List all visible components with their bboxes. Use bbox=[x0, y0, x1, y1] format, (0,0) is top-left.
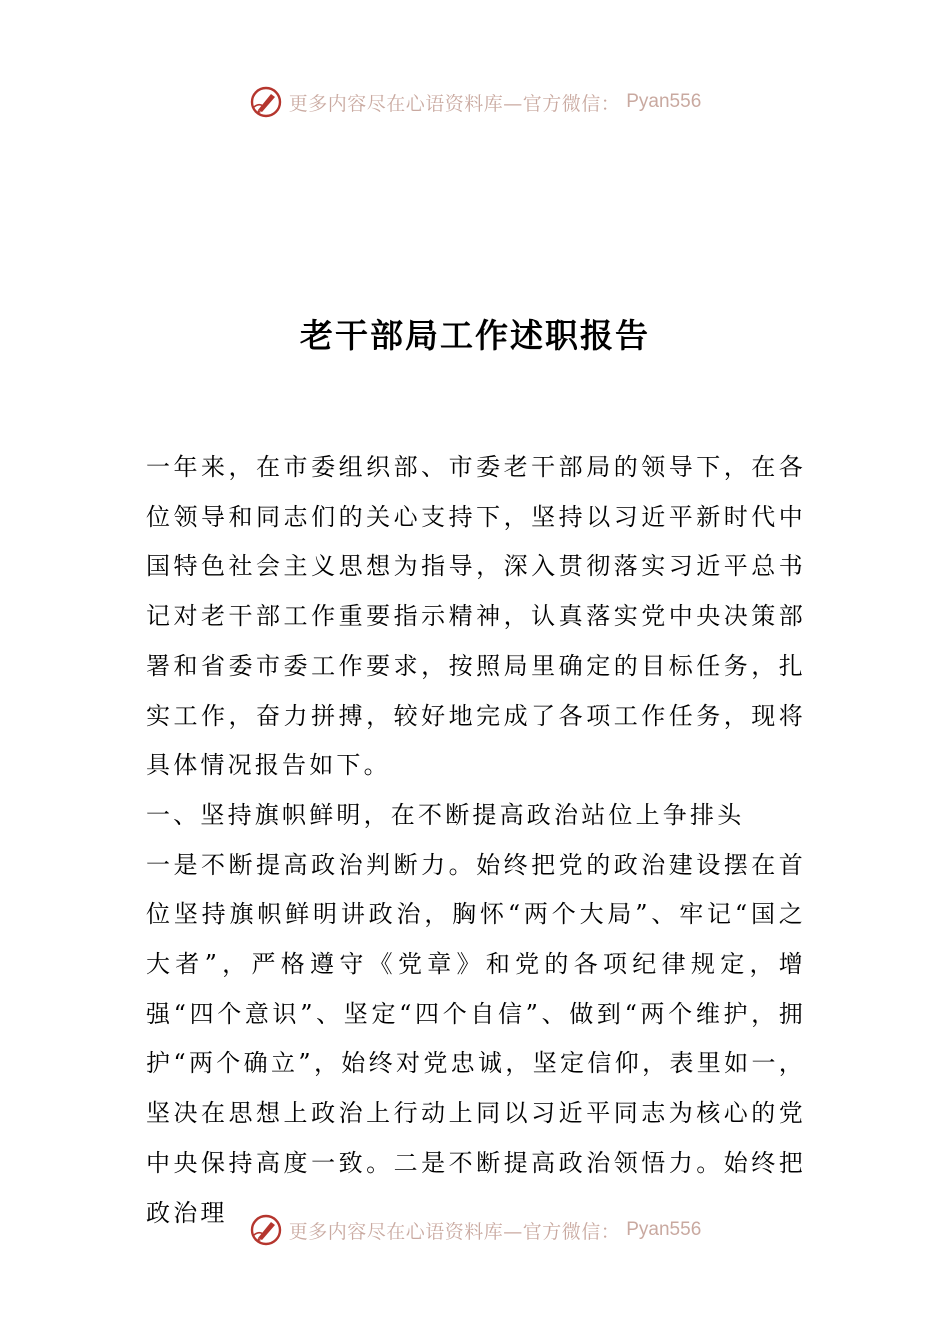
document-body bbox=[146, 443, 806, 1238]
pen-circle-logo-icon bbox=[249, 85, 283, 119]
watermark-text: 更多内容尽在心语资料库—官方微信： bbox=[288, 1220, 621, 1243]
document-title: 老干部局工作述职报告 bbox=[300, 316, 650, 355]
section-heading: 一、坚持旗帜鲜明，在不断提高政治站位上争排头 bbox=[146, 800, 745, 829]
body-paragraph: 一是不断提高政治判断力。始终把党的政治建设摆在首位坚持旗帜鲜明讲政治，胸怀“两个大局”、牢记“国之大者”，严格遵守《党章》和党的各项纪律规定，增强“四个意识”、坚定“四个自信”、做到“两个维护，拥护“两个确立”，始终对党忠诚，坚定信仰，表里如一，坚决在思想上政治上行动上同以习近平同志为核心的党中央保持高度一致。二是不断提高政治领悟力。始终把政治理 bbox=[146, 850, 806, 1227]
watermark-wechat-id: Pyan556 bbox=[626, 91, 702, 112]
intro-paragraph: 一年来，在市委组织部、市委老干部局的领导下，在各位领导和同志们的关心支持下，坚持以习近平新时代中国特色社会主义思想为指导，深入贯彻落实习近平总书记对老干部工作重要指示精神，认真落实党中央决策部署和省委市委工作要求，按照局里确定的目标任务，扎实工作，奋力拼搏，较好地完成了各项工作任务，现将具体情况报告如下。 bbox=[146, 453, 806, 780]
header-watermark bbox=[0, 82, 950, 122]
watermark-wechat-id: Pyan556 bbox=[626, 1219, 702, 1240]
watermark-text: 更多内容尽在心语资料库—官方微信： bbox=[288, 92, 621, 115]
footer-watermark bbox=[0, 1210, 950, 1250]
pen-circle-logo-icon bbox=[249, 1213, 283, 1247]
